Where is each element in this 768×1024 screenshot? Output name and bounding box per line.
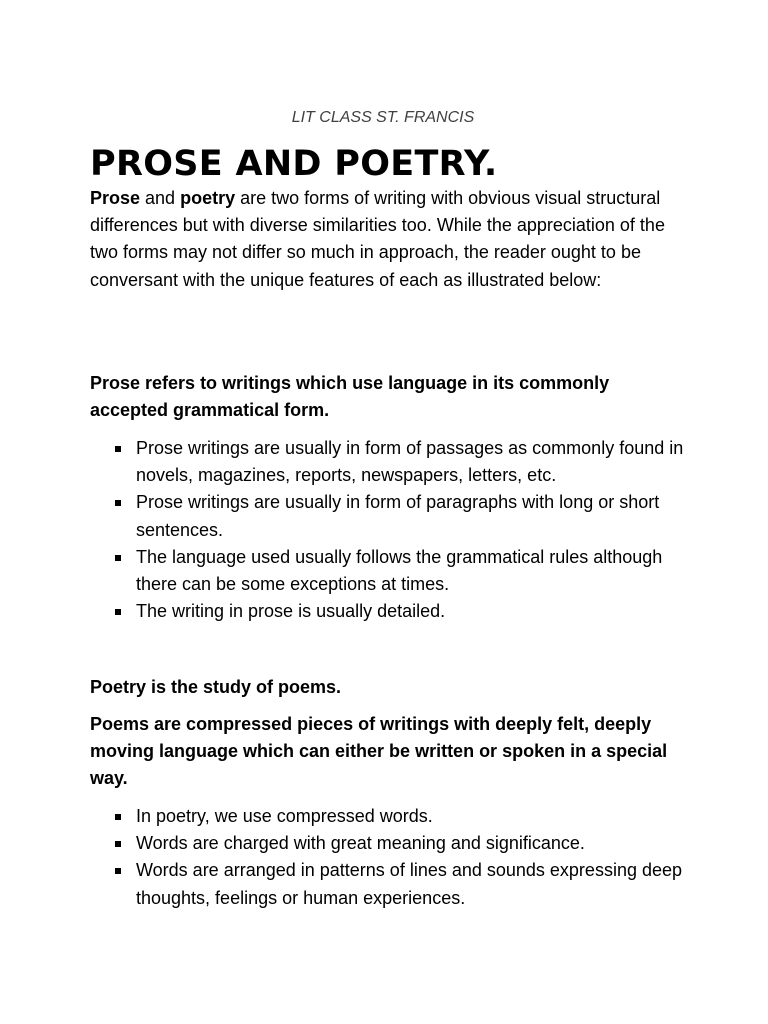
list-item-text: Prose writings are usually in form of passages as commonly found in novels, magazines, reports, newspapers, letters, etc. <box>136 438 684 486</box>
page-title: PROSE AND POETRY. <box>90 144 498 184</box>
list-item <box>90 598 690 625</box>
class-label: LIT CLASS ST. FRANCIS <box>291 109 475 126</box>
list-item <box>90 803 690 830</box>
list-item <box>90 489 690 543</box>
intro-body-text: are two forms of writing with obvious visual structural differences but with diverse similarities too. While the appreciation of the two forms may not differ so much in approach, the reader ought to be conversant with the unique features of each as illustrated below: <box>90 188 665 290</box>
square-bullet-icon <box>115 500 121 506</box>
poetry-study-heading: Poetry is the study of poems. <box>90 677 342 697</box>
list-item-text: Words are charged with great meaning and significance. <box>136 833 585 854</box>
list-item-text: The writing in prose is usually detailed. <box>136 601 446 622</box>
square-bullet-icon <box>115 555 121 561</box>
poetry-bullet-list <box>90 803 690 912</box>
intro-and-text: and <box>140 188 181 208</box>
intro-prose-term: Prose <box>90 188 141 208</box>
list-item <box>90 435 690 489</box>
list-item <box>90 857 690 911</box>
intro-poetry-term: poetry <box>180 188 236 208</box>
square-bullet-icon <box>115 446 121 452</box>
prose-bullet-list <box>90 435 690 625</box>
list-item <box>90 830 690 857</box>
list-item-text: In poetry, we use compressed words. <box>136 806 433 826</box>
prose-definition: Prose refers to writings which use language in its commonly accepted grammatical form. <box>90 373 610 421</box>
poems-definition: Poems are compressed pieces of writings with deeply felt, deeply moving language which can either be written or spoken in a special way. <box>90 714 668 789</box>
list-item-text: The language used usually follows the grammatical rules although there can be some exceptions at times. <box>136 546 663 595</box>
square-bullet-icon <box>115 609 121 615</box>
square-bullet-icon <box>115 868 121 874</box>
square-bullet-icon <box>115 841 121 847</box>
list-item-text: Prose writings are usually in form of paragraphs with long or short sentences. <box>136 492 660 540</box>
square-bullet-icon <box>115 814 121 820</box>
intro-paragraph <box>90 185 682 294</box>
list-item <box>90 544 690 598</box>
list-item-text: Words are arranged in patterns of lines and sounds expressing deep thoughts, feelings or human experiences. <box>136 860 683 908</box>
